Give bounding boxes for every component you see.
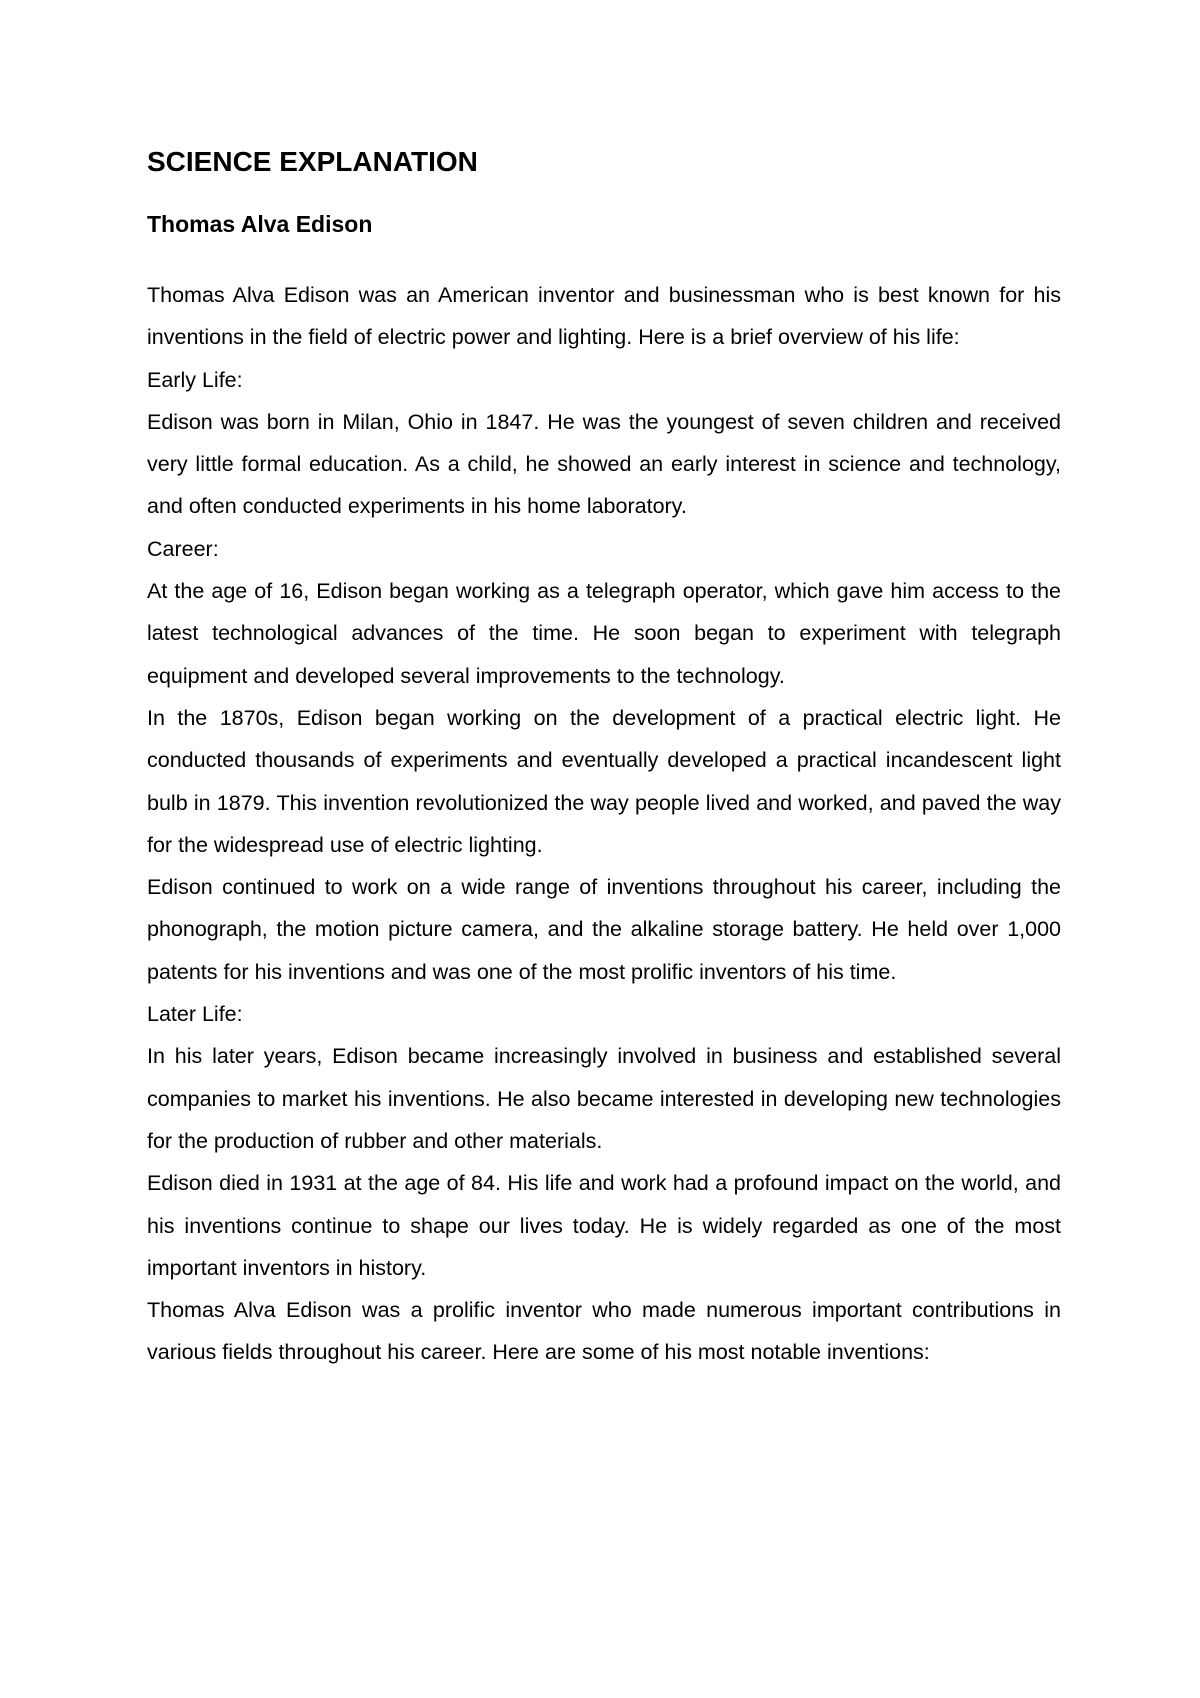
section-label-later-life: Later Life:: [147, 1002, 243, 1027]
page-title: SCIENCE EXPLANATION: [147, 146, 478, 177]
section-label-early-life: Early Life:: [147, 367, 243, 392]
career-paragraph-2: In the 1870s, Edison began working on the development of a practical electric light. He conducted thousands of experiments and eventually developed a practical incandescent light bulb in 1879. This invention revolutionized the way people lived and worked, and paved the way for the widespread use of electric lighting.: [147, 705, 1061, 857]
later-life-paragraph-2: Edison died in 1931 at the age of 84. His life and work had a profound impact on the world, and his inventions continue to shape our lives today. He is widely regarded as one of the most important inventors in history.: [147, 1171, 1061, 1280]
career-paragraph-3: Edison continued to work on a wide range of inventions throughout his career, including the phonograph, the motion picture camera, and the alkaline storage battery. He held over 1,000 patents for his inventions and was one of the most prolific inventors of his time.: [147, 875, 1061, 984]
inventions-intro-paragraph: Thomas Alva Edison was a prolific inventor who made numerous important contributions in various fields throughout his career. Here are some of his most notable inventions:: [147, 1298, 1061, 1365]
page-subtitle: Thomas Alva Edison: [147, 211, 373, 237]
section-label-career: Career:: [147, 536, 219, 561]
intro-paragraph: Thomas Alva Edison was an American inventor and businessman who is best known for his inventions in the field of electric power and lighting. Here is a brief overview of his life:: [147, 283, 1061, 350]
later-life-paragraph-1: In his later years, Edison became increasingly involved in business and established several companies to market his inventions. He also became interested in developing new technologies for the production of rubber and other materials.: [147, 1044, 1061, 1153]
document-page: [147, 142, 1061, 1374]
document-body: [147, 274, 1061, 1374]
early-life-paragraph: Edison was born in Milan, Ohio in 1847. He was the youngest of seven children and received very little formal education. As a child, he showed an early interest in science and technology, and often conducted experiments in his home laboratory.: [147, 409, 1061, 519]
career-paragraph-1: At the age of 16, Edison began working as a telegraph operator, which gave him access to the latest technological advances of the time. He soon began to experiment with telegraph equipment and developed several improvements to the technology.: [147, 579, 1061, 688]
